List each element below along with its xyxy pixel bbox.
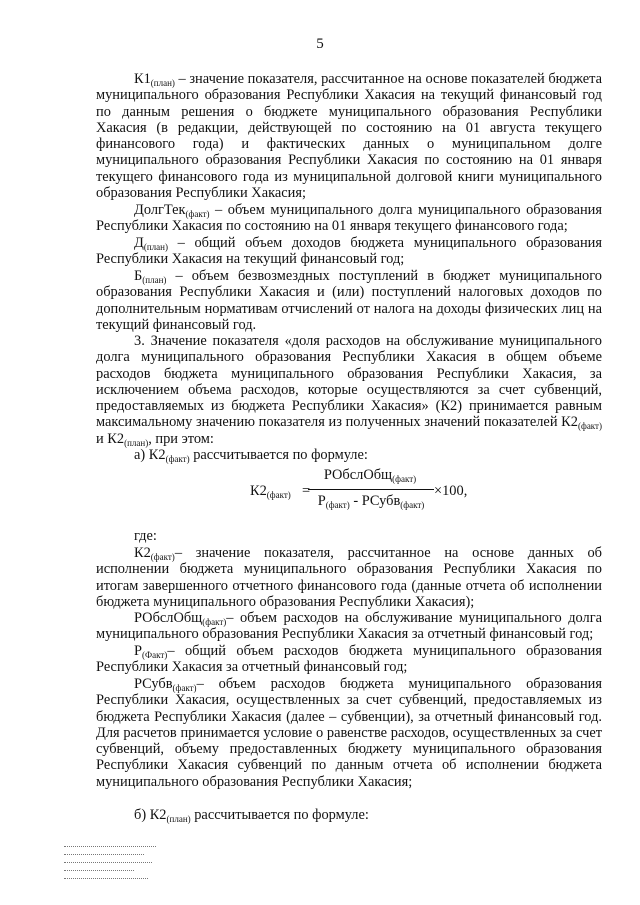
definition-robslobsch-fakt: РОбслОбщ$_{(факт)}$– объем расходов на обслуживание муниципального долга муниципального образования Республики Хакасия за отчетный финансовый год; — [96, 610, 602, 643]
subitem-a-intro: а) $К2_{(факт)}$ рассчитывается по формуле: — [134, 447, 368, 464]
item-3-paragraph: 3. Значение показателя «доля расходов на обслуживание муниципального долга муниципального образования Республики Хакасия в общем объеме расходов бюджета муниципального образования Республики Хакасия, за исключением объема расходов, которые осуществляются за счет субвенций, предоставляемых из бюджета Республики Хакасия» (К2) принимается равным максимальному значению показателя из полученных значений показателей $К2_{(факт)}$ и $К2_{(план)}$, при этом: — [96, 333, 602, 448]
subitem-b-intro: б) $К2_{(план)}$ рассчитывается по формуле: — [134, 807, 369, 824]
definition-d-plan: $Д_{(план)}$ – общий объем доходов бюджета муниципального образования Республики Хакасия на текущий финансовый год; — [96, 235, 602, 268]
formula-k2-fakt — [250, 467, 470, 519]
where-label: где: — [134, 528, 157, 544]
definition-rsubv-fakt: РСубв$_{(факт)}$– объем расходов бюджета муниципального образования Республики Хакасия, осуществленных за счет субвенций, предоставляемых из бюджета Республики Хакасия (далее – субвенции), за отчетный финансовый год. Для расчетов принимается условие о равенстве расходов, осуществленных за счет субвенций, объему предоставленных бюджету муниципального образования Республики Хакасия субвенций по данным отчета об исполнении бюджета муниципального образования Республики Хакасия; — [96, 676, 602, 790]
definition-dolgtek-fakt: ДолгТек$_{(факт)}$ – объем муниципального долга муниципального образования Республики Хакасия по состоянию на 01 января текущего финансового года; — [96, 202, 602, 235]
formula-denominator: $Р_{(факт)}$ - РСубв$_{(факт)}$ — [317, 493, 425, 510]
formula-multiplier: ×100, — [434, 483, 468, 499]
formula-numerator: РОбслОбщ$_{(факт)}$ — [323, 467, 417, 484]
formula-lhs: $К2_{(факт)}$ — [250, 483, 291, 500]
definition-k2-fakt: $К2_{(факт)}-$ значение показателя, рассчитанное на основе данных об исполнении бюджета муниципального образования Республики Хакасия по итогам завершенного отчетного финансового года (данные отчета об исполнении бюджета муниципального образования Республики Хакасия); — [96, 545, 602, 610]
definition-b-plan: $Б_{(план)}$ – объем безвозмездных поступлений в бюджет муниципального образования Республики Хакасия и (или) поступлений налоговых доходов по дополнительным нормативам отчислений от налога на доходы физических лиц на текущий финансовый год. — [96, 268, 602, 333]
faint-stamp-mark — [62, 842, 160, 890]
definition-k1-plan: $К1_{(план)}$ – значение показателя, рассчитанное на основе показателей бюджета муниципального образования Республики Хакасия на текущий финансовый год по данным решения о бюджете муниципального образования Республики Хакасия (в редакции, действующей по состоянию на 01 августа текущего финансового года) и фактических данных о муниципальном долге муниципального образования Республики Хакасия по состоянию на 01 января текущего финансового года из муниципальной долговой книги муниципального образования Республики Хакасия; — [96, 71, 602, 202]
page-number: 5 — [316, 36, 324, 52]
formula-equals: = — [302, 483, 311, 499]
definition-r-fakt: $Р_{(Факт)}-$ общий объем расходов бюджета муниципального образования Республики Хакасия за отчетный финансовый год; — [96, 643, 602, 676]
fraction-bar — [308, 489, 434, 490]
